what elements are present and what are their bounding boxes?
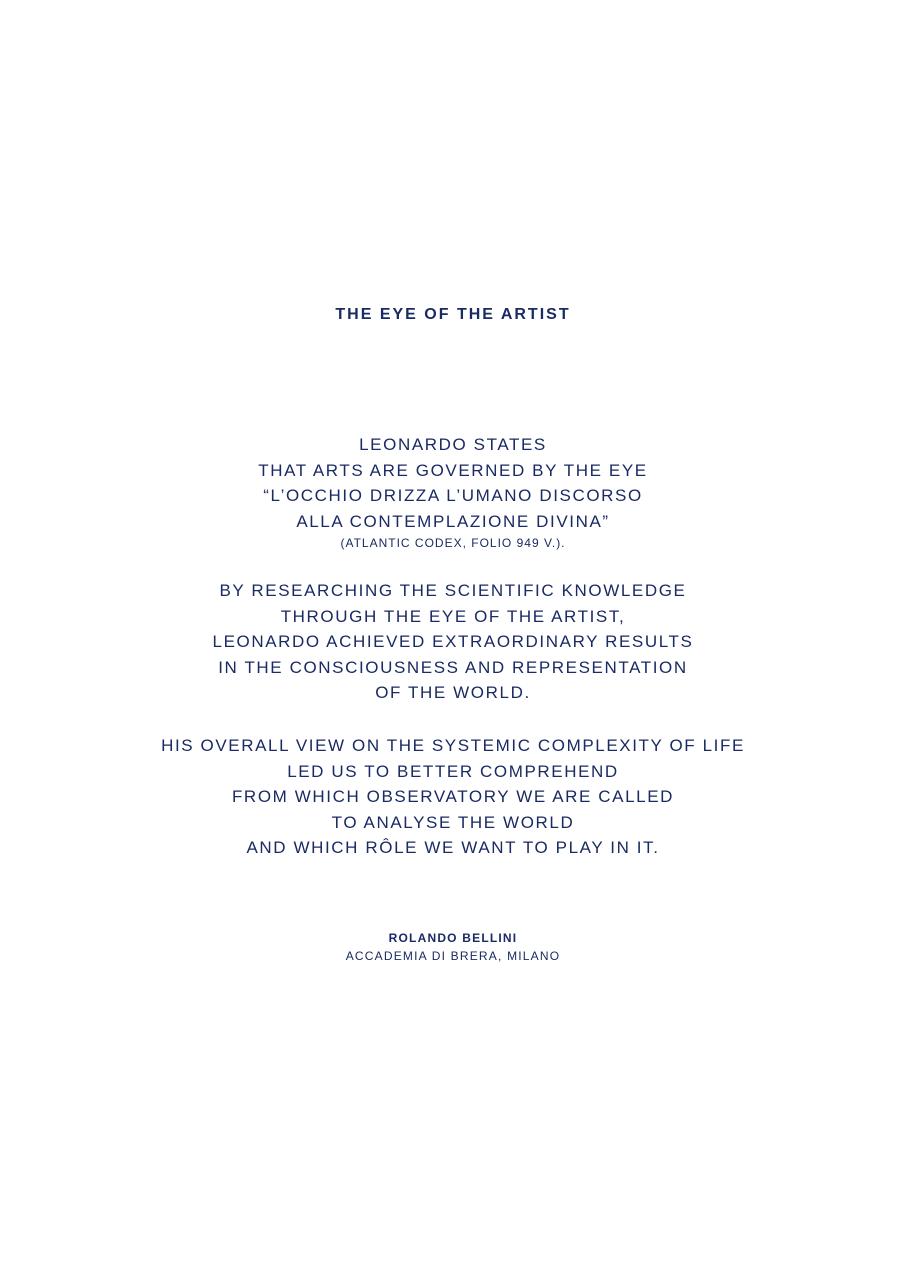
paragraph-line: THROUGH THE EYE OF THE ARTIST, — [280, 606, 626, 626]
paragraph-line: FROM WHICH OBSERVATORY WE ARE CALLED — [231, 787, 675, 807]
author-affiliation: ACCADEMIA DI BRERA, MILANO — [345, 949, 561, 963]
paragraph-line: LED US TO BETTER COMPREHEND — [287, 761, 619, 781]
paragraph-1 — [0, 432, 906, 551]
paragraph-2 — [0, 578, 906, 706]
paragraph-line: ALLA CONTEMPLAZIONE DIVINA” — [296, 511, 610, 531]
citation: (ATLANTIC CODEX, FOLIO 949 V.). — [340, 536, 566, 551]
paragraph-line: LEONARDO STATES — [359, 435, 547, 454]
paragraph-line: LEONARDO ACHIEVED EXTRAORDINARY RESULTS — [212, 632, 694, 652]
paragraph-line: “L’OCCHIO DRIZZA L’UMANO DISCORSO — [263, 486, 643, 506]
paragraph-line: THAT ARTS ARE GOVERNED BY THE EYE — [258, 460, 648, 480]
paragraph-line: AND WHICH RÔLE WE WANT TO PLAY IN IT. — [246, 838, 660, 858]
paragraph-3 — [0, 733, 906, 861]
paragraph-line: TO ANALYSE THE WORLD — [331, 812, 575, 832]
author-name: ROLANDO BELLINI — [388, 931, 518, 945]
paragraph-line: IN THE CONSCIOUSNESS AND REPRESENTATION — [218, 657, 688, 677]
paragraph-line: BY RESEARCHING THE SCIENTIFIC KNOWLEDGE — [219, 581, 687, 600]
paragraph-line: OF THE WORLD. — [375, 683, 531, 703]
paragraph-line: HIS OVERALL VIEW ON THE SYSTEMIC COMPLEXITY OF LIFE — [161, 736, 745, 755]
signature — [0, 930, 906, 966]
page-title: THE EYE OF THE ARTIST — [335, 306, 571, 323]
